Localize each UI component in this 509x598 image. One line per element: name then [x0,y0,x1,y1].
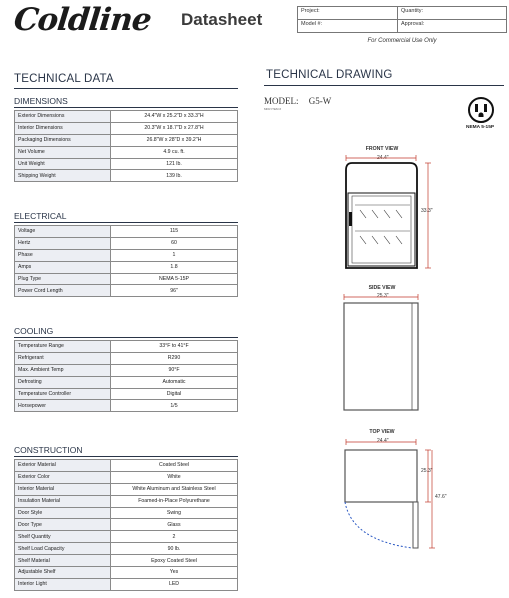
spec-value: 115 [111,226,238,238]
spec-value: Glass [111,519,238,531]
spec-key: Plug Type [15,273,111,285]
spec-value: White [111,471,238,483]
spec-value: 24.4"W x 25.2"D x 33.3"H [111,111,238,123]
spec-value: 33°F to 41°F [111,341,238,353]
spec-key: Exterior Material [15,460,111,472]
spec-value: White Aluminum and Stainless Steel [111,483,238,495]
dimensions-heading: DIMENSIONS [14,96,68,106]
top-view-drawing [345,439,435,548]
spec-value: Yes [111,567,238,579]
spec-value: LED [111,578,238,590]
spec-value: 2 [111,531,238,543]
plug-caption: NEMA 5-15P [466,125,495,130]
spec-value: R290 [111,352,238,364]
spec-key: Defrosting [15,376,111,388]
spec-value: Swing [111,507,238,519]
spec-value: 139 lb. [111,170,238,182]
nema-plug-icon [469,98,493,122]
spec-value: 4.9 cu. ft. [111,146,238,158]
model-value: G5-W [308,96,332,106]
model-number-field: Model #: [298,20,398,33]
model-sub-label: MFR ITEM # [264,107,281,111]
spec-value: 60 [111,237,238,249]
spec-value: 90 lb. [111,543,238,555]
technical-data-heading: TECHNICAL DATA [14,73,114,85]
spec-key: Unit Weight [15,158,111,170]
spec-key: Horsepower [15,400,111,412]
top-width-dim: 24.4" [377,438,389,444]
spec-value: 1 [111,249,238,261]
spec-key: Max. Ambient Temp [15,364,111,376]
spec-value: Digital [111,388,238,400]
model-label: MODEL: [264,96,299,106]
side-view-label: SIDE VIEW [368,285,396,291]
front-view-drawing [346,155,431,268]
spec-key: Exterior Dimensions [15,111,111,123]
electrical-heading: ELECTRICAL [14,211,67,221]
top-open-depth-dim: 47.6" [435,494,447,500]
spec-key: Door Type [15,519,111,531]
front-view-label: FRONT VIEW [365,146,399,152]
spec-key: Packaging Dimensions [15,134,111,146]
quantity-field: Quantity: [398,7,507,20]
spec-key: Amps [15,261,111,273]
cooling-heading: COOLING [14,326,54,336]
technical-drawing-heading: TECHNICAL DRAWING [266,69,393,81]
spec-key: Voltage [15,226,111,238]
spec-key: Exterior Color [15,471,111,483]
top-depth-dim: 25.3" [421,468,433,474]
front-width-dim: 24.4" [377,155,389,161]
spec-key: Phase [15,249,111,261]
spec-value: 121 lb. [111,158,238,170]
spec-key: Hertz [15,237,111,249]
spec-value: 26.8"W x 28"D x 39.2"H [111,134,238,146]
spec-key: Interior Material [15,483,111,495]
spec-key: Shelf Material [15,555,111,567]
spec-key: Refrigerant [15,352,111,364]
spec-value: 1/5 [111,400,238,412]
spec-key: Insulation Material [15,495,111,507]
spec-key: Temperature Controller [15,388,111,400]
spec-key: Adjustable Shelf [15,567,111,579]
spec-key: Net Volume [15,146,111,158]
approval-field: Approval: [398,20,507,33]
spec-value: 90°F [111,364,238,376]
document-title: Datasheet [181,10,263,29]
brand-logo: Coldline [12,2,153,38]
spec-value: 96" [111,285,238,297]
spec-key: Shelf Load Capacity [15,543,111,555]
spec-value: Coated Steel [111,460,238,472]
spec-value: 1.8 [111,261,238,273]
spec-value: 20.3"W x 18.7"D x 27.8"H [111,122,238,134]
side-depth-dim: 25.3" [377,293,389,299]
top-view-label: TOP VIEW [369,429,395,435]
spec-key: Power Cord Length [15,285,111,297]
spec-key: Interior Light [15,578,111,590]
spec-value: Foamed-in-Place Polyurethane [111,495,238,507]
project-field: Project: [298,7,398,20]
side-view-drawing [344,294,418,410]
spec-key: Temperature Range [15,341,111,353]
spec-value: Epoxy Coated Steel [111,555,238,567]
front-height-dim: 33.3" [421,208,433,214]
spec-key: Shipping Weight [15,170,111,182]
spec-value: Automatic [111,376,238,388]
spec-key: Shelf Quantity [15,531,111,543]
spec-key: Door Style [15,507,111,519]
spec-value: NEMA 5-15P [111,273,238,285]
spec-key: Interior Dimensions [15,122,111,134]
commercial-use-note: For Commercial Use Only [367,38,437,44]
construction-heading: CONSTRUCTION [14,445,83,455]
